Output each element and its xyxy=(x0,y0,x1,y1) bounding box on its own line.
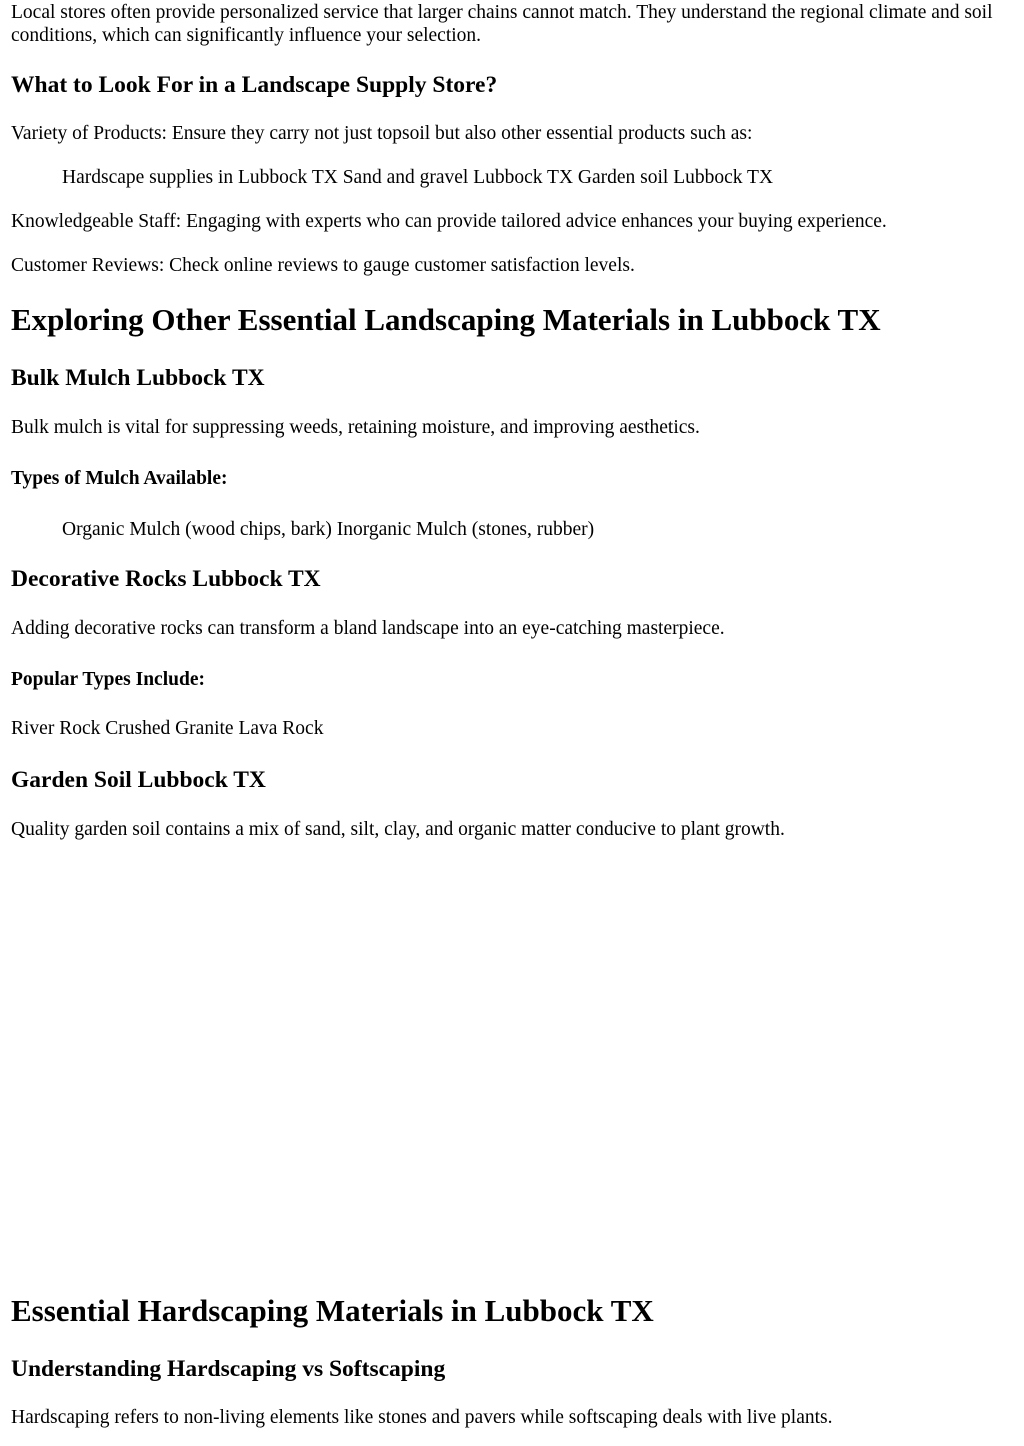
variety-of-products-paragraph: Variety of Products: Ensure they carry not just topsoil but also other essential products such as: xyxy=(11,123,753,144)
product-list: Hardscape supplies in Lubbock TX Sand and gravel Lubbock TX Garden soil Lubbock TX xyxy=(62,167,774,188)
garden-soil-heading: Garden Soil Lubbock TX xyxy=(11,767,266,793)
decorative-rocks-paragraph: Adding decorative rocks can transform a bland landscape into an eye-catching masterpiece. xyxy=(11,618,725,639)
decorative-rocks-heading: Decorative Rocks Lubbock TX xyxy=(11,566,321,592)
what-to-look-for-heading: What to Look For in a Landscape Supply Store? xyxy=(11,72,498,98)
hardscaping-materials-heading: Essential Hardscaping Materials in Lubbock TX xyxy=(11,1293,654,1328)
mulch-types-heading: Types of Mulch Available: xyxy=(11,468,228,489)
rock-types-heading: Popular Types Include: xyxy=(11,669,205,690)
hardscaping-paragraph: Hardscaping refers to non-living elements like stones and pavers while softscaping deals with live plants. xyxy=(11,1407,833,1428)
knowledgeable-staff-paragraph: Knowledgeable Staff: Engaging with experts who can provide tailored advice enhances your buying experience. xyxy=(11,211,887,232)
bulk-mulch-paragraph: Bulk mulch is vital for suppressing weeds, retaining moisture, and improving aesthetics. xyxy=(11,417,700,438)
exploring-materials-heading: Exploring Other Essential Landscaping Materials in Lubbock TX xyxy=(11,302,881,337)
garden-soil-paragraph: Quality garden soil contains a mix of sand, silt, clay, and organic matter conducive to plant growth. xyxy=(11,819,785,840)
customer-reviews-paragraph: Customer Reviews: Check online reviews to gauge customer satisfaction levels. xyxy=(11,255,635,276)
hardscaping-vs-softscaping-heading: Understanding Hardscaping vs Softscaping xyxy=(11,1356,446,1382)
rock-types-list: River Rock Crushed Granite Lava Rock xyxy=(11,718,324,739)
mulch-types-list: Organic Mulch (wood chips, bark) Inorganic Mulch (stones, rubber) xyxy=(62,519,595,540)
bulk-mulch-heading: Bulk Mulch Lubbock TX xyxy=(11,365,265,391)
intro-paragraph: Local stores often provide personalized service that larger chains cannot match. They understand the regional climate and soil conditions, which can significantly influence your selection. xyxy=(11,2,993,46)
